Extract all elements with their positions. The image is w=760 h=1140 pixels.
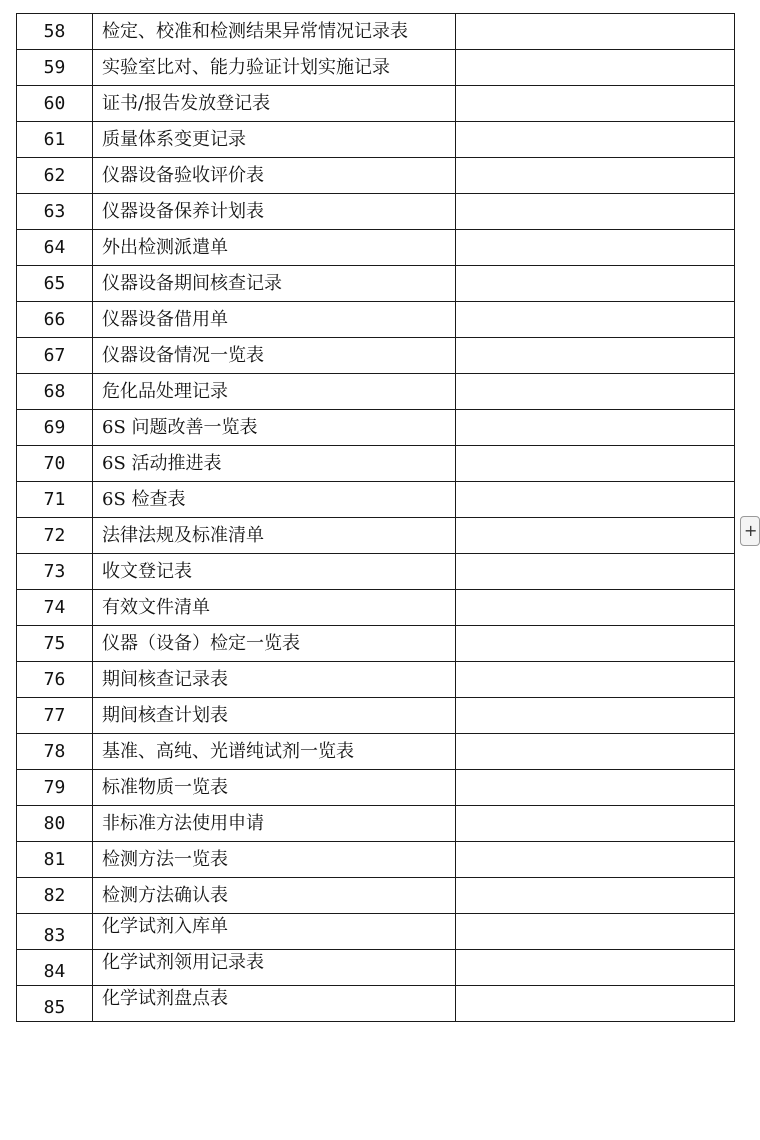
table-row (17, 266, 735, 302)
record-name: 化学试剂入库单 (93, 914, 456, 950)
blank-cell (456, 122, 735, 158)
table-row (17, 878, 735, 914)
record-name: 6S 活动推进表 (93, 446, 456, 482)
blank-cell (456, 302, 735, 338)
record-name: 质量体系变更记录 (93, 122, 456, 158)
row-number: 75 (17, 626, 93, 662)
row-number: 76 (17, 662, 93, 698)
row-number: 58 (17, 14, 93, 50)
blank-cell (456, 950, 735, 986)
blank-cell (456, 194, 735, 230)
table-row (17, 410, 735, 446)
record-name: 6S 问题改善一览表 (93, 410, 456, 446)
row-number: 83 (17, 914, 93, 950)
record-name: 检定、校准和检测结果异常情况记录表 (93, 14, 456, 50)
record-name: 危化品处理记录 (93, 374, 456, 410)
blank-cell (456, 878, 735, 914)
record-name: 6S 检查表 (93, 482, 456, 518)
blank-cell (456, 338, 735, 374)
record-name: 检测方法确认表 (93, 878, 456, 914)
table-row (17, 482, 735, 518)
table-row (17, 302, 735, 338)
blank-cell (456, 374, 735, 410)
blank-cell (456, 662, 735, 698)
row-number: 80 (17, 806, 93, 842)
row-number: 61 (17, 122, 93, 158)
blank-cell (456, 914, 735, 950)
table-row (17, 842, 735, 878)
row-number: 84 (17, 950, 93, 986)
blank-cell (456, 266, 735, 302)
table-row (17, 14, 735, 50)
record-name: 仪器设备验收评价表 (93, 158, 456, 194)
record-name: 有效文件清单 (93, 590, 456, 626)
record-name: 仪器设备情况一览表 (93, 338, 456, 374)
blank-cell (456, 986, 735, 1022)
record-name: 化学试剂领用记录表 (93, 950, 456, 986)
record-name: 非标准方法使用申请 (93, 806, 456, 842)
records-table (16, 13, 735, 1022)
row-number: 59 (17, 50, 93, 86)
table-row (17, 950, 735, 986)
table-row (17, 590, 735, 626)
add-icon: + (744, 521, 758, 540)
record-name: 期间核查计划表 (93, 698, 456, 734)
record-name: 收文登记表 (93, 554, 456, 590)
blank-cell (456, 14, 735, 50)
record-name: 证书/报告发放登记表 (93, 86, 456, 122)
row-number: 71 (17, 482, 93, 518)
blank-cell (456, 554, 735, 590)
table-row (17, 374, 735, 410)
table-row (17, 86, 735, 122)
table-row (17, 158, 735, 194)
row-number: 77 (17, 698, 93, 734)
row-number: 62 (17, 158, 93, 194)
blank-cell (456, 734, 735, 770)
row-number: 67 (17, 338, 93, 374)
blank-cell (456, 806, 735, 842)
blank-cell (456, 842, 735, 878)
row-number: 73 (17, 554, 93, 590)
row-number: 60 (17, 86, 93, 122)
blank-cell (456, 410, 735, 446)
table-row (17, 626, 735, 662)
blank-cell (456, 770, 735, 806)
table-row (17, 914, 735, 950)
record-name: 期间核查记录表 (93, 662, 456, 698)
row-number: 64 (17, 230, 93, 266)
row-number: 81 (17, 842, 93, 878)
row-number: 82 (17, 878, 93, 914)
table-row (17, 554, 735, 590)
row-number: 79 (17, 770, 93, 806)
row-number: 72 (17, 518, 93, 554)
blank-cell (456, 590, 735, 626)
table-row (17, 806, 735, 842)
blank-cell (456, 698, 735, 734)
table-row (17, 230, 735, 266)
blank-cell (456, 50, 735, 86)
blank-cell (456, 158, 735, 194)
record-name: 仪器设备期间核查记录 (93, 266, 456, 302)
add-row-handle[interactable] (740, 516, 760, 546)
row-number: 70 (17, 446, 93, 482)
row-number: 74 (17, 590, 93, 626)
blank-cell (456, 518, 735, 554)
table-row (17, 338, 735, 374)
table-row (17, 734, 735, 770)
blank-cell (456, 230, 735, 266)
record-name: 化学试剂盘点表 (93, 986, 456, 1022)
record-name: 法律法规及标准清单 (93, 518, 456, 554)
record-name: 仪器设备借用单 (93, 302, 456, 338)
blank-cell (456, 86, 735, 122)
record-name: 标准物质一览表 (93, 770, 456, 806)
record-name: 基准、高纯、光谱纯试剂一览表 (93, 734, 456, 770)
row-number: 66 (17, 302, 93, 338)
record-name: 仪器设备保养计划表 (93, 194, 456, 230)
row-number: 68 (17, 374, 93, 410)
record-name: 仪器（设备）检定一览表 (93, 626, 456, 662)
record-name: 实验室比对、能力验证计划实施记录 (93, 50, 456, 86)
table-row (17, 770, 735, 806)
blank-cell (456, 482, 735, 518)
table-row (17, 446, 735, 482)
table-row (17, 50, 735, 86)
table-row (17, 662, 735, 698)
record-name: 外出检测派遣单 (93, 230, 456, 266)
row-number: 78 (17, 734, 93, 770)
blank-cell (456, 626, 735, 662)
row-number: 69 (17, 410, 93, 446)
table-row (17, 986, 735, 1022)
row-number: 85 (17, 986, 93, 1022)
record-name: 检测方法一览表 (93, 842, 456, 878)
row-number: 63 (17, 194, 93, 230)
table-row (17, 194, 735, 230)
table-row (17, 122, 735, 158)
blank-cell (456, 446, 735, 482)
table-row (17, 698, 735, 734)
table-row (17, 518, 735, 554)
row-number: 65 (17, 266, 93, 302)
